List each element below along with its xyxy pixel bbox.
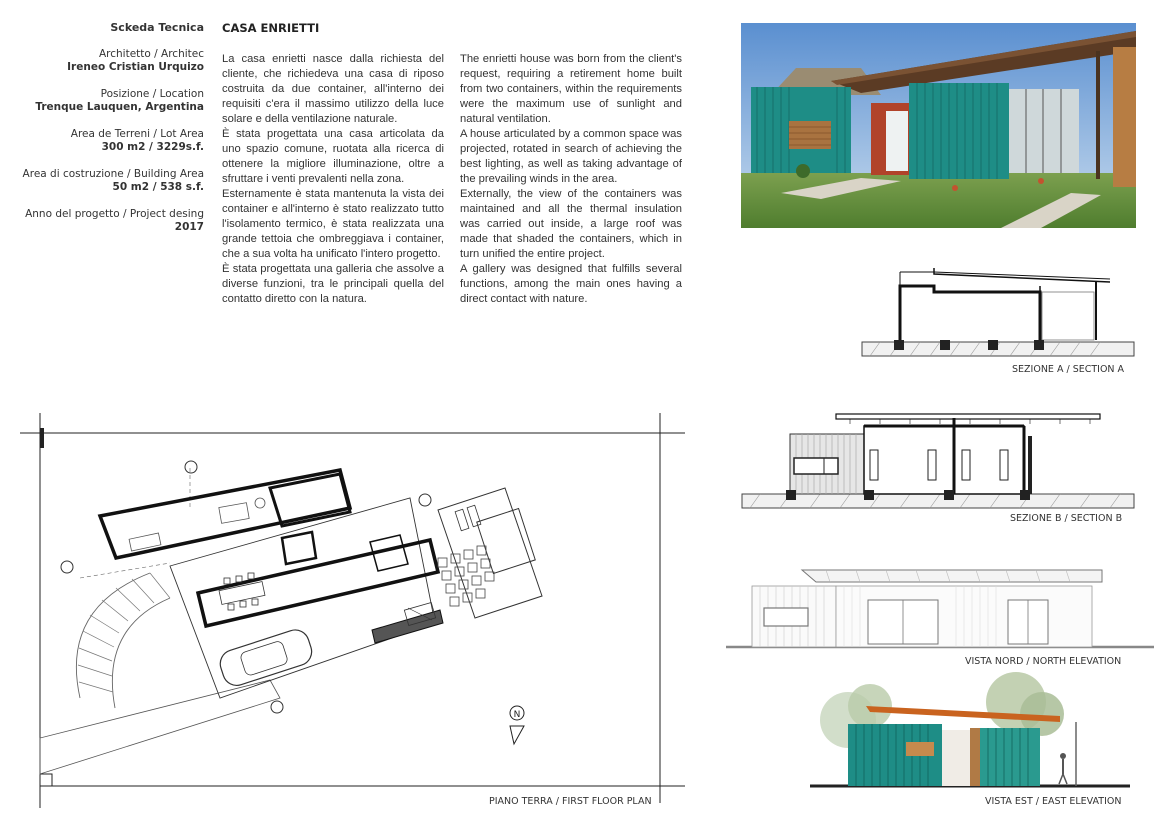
- paragraph: A house articulated by a common space was projected, rotated in search of achieving the best lighting, as well as taking advantage of the prevailing winds in the area.: [460, 128, 682, 185]
- caption-floor-plan: PIANO TERRA / FIRST FLOOR PLAN: [489, 796, 652, 807]
- field-value: 300 m2 / 3229s.f.: [101, 141, 204, 153]
- field-label: Posizione / Location: [100, 88, 204, 100]
- sheet-heading: Sckeda Tecnica: [110, 21, 204, 34]
- floor-plan-drawing: [20, 408, 700, 808]
- field-value: Trenque Lauquen, Argentina: [35, 101, 204, 113]
- paragraph: È stata progettata una galleria che assolve a diverse funzioni, tra le principali quella del contatto diretto con la natura.: [222, 263, 444, 305]
- north-arrow-label: N: [513, 710, 521, 720]
- sheet-field-lot-area: [10, 128, 204, 154]
- caption-section-a: SEZIONE A / SECTION A: [1012, 364, 1125, 375]
- field-value: 50 m2 / 538 s.f.: [112, 181, 204, 193]
- caption-east-elevation: VISTA EST / EAST ELEVATION: [985, 796, 1122, 807]
- field-value: Ireneo Cristian Urquizo: [67, 61, 204, 73]
- description-english: [460, 52, 682, 307]
- east-elevation-drawing: [810, 670, 1130, 790]
- field-label: Area di costruzione / Building Area: [22, 168, 204, 180]
- project-title: CASA ENRIETTI: [222, 21, 320, 35]
- sheet-field-architect: [10, 48, 204, 74]
- paragraph: Esternamente è stata mantenuta la vista dei container e all'interno è stato realizzato tutto l'isolamento termico, è stata realizzata una grande tettoia che ombreggiava i container, che a sua volta ha unificato l'intero progetto.: [222, 188, 444, 260]
- house-photo: [741, 23, 1136, 228]
- field-label: Anno del progetto / Project desing: [25, 208, 204, 220]
- description-italian: [222, 52, 444, 307]
- paragraph: La casa enrietti nasce dalla richiesta del cliente, che richiedeva una casa di riposo costruita da due container, all'interno dei requisiti c'era il massimo utilizzo della luce solare e della ventilazione naturale.: [222, 53, 444, 125]
- field-label: Architetto / Architec: [98, 48, 204, 60]
- north-elevation-drawing: [726, 564, 1156, 654]
- paragraph: The enrietti house was born from the client's request, requiring a retirement home built from two containers, within the requirements were the maximum use of sunlight and natural ventilation.: [460, 53, 682, 125]
- caption-section-b: SEZIONE B / SECTION B: [1010, 513, 1123, 524]
- caption-north-elevation: VISTA NORD / NORTH ELEVATION: [965, 656, 1122, 667]
- technical-sheet: [10, 21, 204, 248]
- paragraph: Externally, the view of the containers was maintained and all the thermal insulation was carried out inside, a large roof was made that shaded the containers, which in turn unified the entire project.: [460, 188, 682, 260]
- sheet-field-location: [10, 88, 204, 114]
- section-b-drawing: [740, 410, 1140, 510]
- sheet-field-year: [10, 208, 204, 234]
- sheet-field-building-area: [10, 168, 204, 194]
- field-label: Area de Terreni / Lot Area: [70, 128, 204, 140]
- field-value: 2017: [174, 221, 204, 233]
- section-a-drawing: [860, 262, 1160, 362]
- paragraph: A gallery was designed that fulfills several functions, among the main ones having a direct contact with nature.: [460, 263, 682, 305]
- paragraph: È stata progettata una casa articolata da uno spazio comune, ruotata alla ricerca di ottenere la migliore illuminazione, oltre a sfruttare i venti prevalenti nella zona.: [222, 128, 444, 185]
